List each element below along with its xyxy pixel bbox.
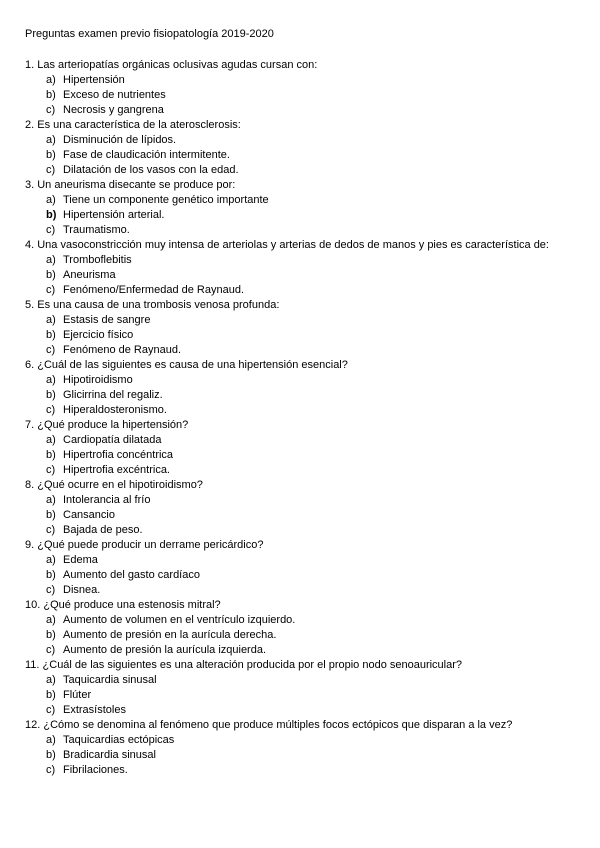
answer-letter: b)	[46, 149, 56, 161]
question-list	[25, 58, 585, 778]
answer-text: Fibrilaciones.	[63, 764, 128, 776]
question-11: 11. ¿Cuál de las siguientes es una alteración producida por el propio nodo senoauricular?	[25, 659, 463, 671]
question-2-answer-c	[25, 163, 585, 178]
answer-text: Bajada de peso.	[63, 524, 143, 536]
answer-letter: b)	[46, 89, 56, 101]
question-10-answer-c	[25, 643, 585, 658]
question-11-answer-a	[25, 673, 585, 688]
question-3: 3. Un aneurisma disecante se produce por:	[25, 179, 236, 191]
answer-letter: c)	[46, 704, 56, 716]
answer-letter: b)	[46, 749, 56, 761]
answer-letter: c)	[46, 524, 56, 536]
question-11-answer-b	[25, 688, 585, 703]
answer-text: Fase de claudicación intermitente.	[63, 149, 230, 161]
answer-letter: b)	[46, 689, 56, 701]
answer-text: Hipertrofia excéntrica.	[63, 464, 170, 476]
question-12-answer-b	[25, 748, 585, 763]
question-2-answer-a	[25, 133, 585, 148]
answer-text: Hiperaldosteronismo.	[63, 404, 167, 416]
question-7-answer-a	[25, 433, 585, 448]
question-6-answer-a	[25, 373, 585, 388]
question-5-answer-b	[25, 328, 585, 343]
answer-letter: c)	[46, 104, 56, 116]
question-8-answer-c	[25, 523, 585, 538]
answer-letter: b)	[46, 209, 57, 221]
question-1: 1. Las arteriopatías orgánicas oclusivas agudas cursan con:	[25, 59, 318, 71]
answer-text: Aumento de volumen en el ventrículo izquierdo.	[63, 614, 296, 626]
answer-text: Aneurisma	[63, 269, 116, 281]
question-5: 5. Es una causa de una trombosis venosa profunda:	[25, 299, 280, 311]
answer-text: Hipotiroidismo	[63, 374, 133, 386]
answer-text: Aumento de presión en la aurícula derecha.	[63, 629, 277, 641]
question-5-answer-a	[25, 313, 585, 328]
question-7-answer-c	[25, 463, 585, 478]
answer-text: Aumento de presión la aurícula izquierda.	[63, 644, 267, 656]
answer-letter: b)	[46, 329, 56, 341]
answer-letter: b)	[46, 449, 56, 461]
question-9-answer-a	[25, 553, 585, 568]
question-9-answer-c	[25, 583, 585, 598]
answer-text: Fenómeno de Raynaud.	[63, 344, 182, 356]
answer-letter: a)	[46, 134, 56, 146]
answer-letter: c)	[46, 464, 56, 476]
question-9-answer-b	[25, 568, 585, 583]
answer-text: Estasis de sangre	[63, 314, 151, 326]
answer-letter: b)	[46, 269, 56, 281]
question-1-answer-a	[25, 73, 585, 88]
question-8-answer-b	[25, 508, 585, 523]
question-9: 9. ¿Qué puede producir un derrame pericárdico?	[25, 539, 264, 551]
answer-letter: a)	[46, 734, 56, 746]
question-11-answer-c	[25, 703, 585, 718]
question-10-answer-a	[25, 613, 585, 628]
question-4: 4. Una vasoconstricción muy intensa de arteriolas y arterias de dedos de manos y pies es característica de:	[25, 239, 549, 251]
answer-letter: a)	[46, 554, 56, 566]
question-4-answer-c	[25, 283, 585, 298]
answer-letter: a)	[46, 674, 56, 686]
answer-text: Hipertrofia concéntrica	[63, 449, 174, 461]
answer-letter: b)	[46, 389, 56, 401]
answer-letter: b)	[46, 569, 56, 581]
question-6-answer-c	[25, 403, 585, 418]
answer-letter: c)	[46, 584, 56, 596]
question-12: 12. ¿Cómo se denomina al fenómeno que produce múltiples focos ectópicos que disparan a la vez?	[25, 719, 513, 731]
question-10: 10. ¿Qué produce una estenosis mitral?	[25, 599, 221, 611]
answer-text: Ejercicio físico	[63, 329, 134, 341]
answer-text: Disminución de lípidos.	[63, 134, 177, 146]
answer-text: Flúter	[63, 689, 92, 701]
question-1-answer-b	[25, 88, 585, 103]
question-3-answer-a	[25, 193, 585, 208]
question-8-answer-a	[25, 493, 585, 508]
answer-text: Cardiopatía dilatada	[63, 434, 162, 446]
answer-text: Hipertensión	[63, 74, 125, 86]
answer-text: Fenómeno/Enfermedad de Raynaud.	[63, 284, 245, 296]
answer-letter: a)	[46, 74, 56, 86]
answer-letter: b)	[46, 509, 56, 521]
answer-text: Dilatación de los vasos con la edad.	[63, 164, 239, 176]
question-5-answer-c	[25, 343, 585, 358]
answer-text: Hipertensión arterial.	[63, 209, 165, 221]
answer-letter: c)	[46, 644, 56, 656]
answer-text: Cansancio	[63, 509, 115, 521]
answer-text: Edema	[63, 554, 98, 566]
answer-text: Tiene un componente genético importante	[63, 194, 269, 206]
question-6-answer-b	[25, 388, 585, 403]
answer-letter: c)	[46, 164, 56, 176]
question-7: 7. ¿Qué produce la hipertensión?	[25, 419, 189, 431]
answer-letter: c)	[46, 404, 56, 416]
answer-text: Necrosis y gangrena	[63, 104, 164, 116]
answer-letter: a)	[46, 194, 56, 206]
answer-letter: a)	[46, 614, 56, 626]
answer-text: Taquicardias ectópicas	[63, 734, 175, 746]
answer-letter: b)	[46, 629, 56, 641]
answer-text: Exceso de nutrientes	[63, 89, 166, 101]
document-title: Preguntas examen previo fisiopatología 2019-2020	[25, 28, 274, 40]
answer-letter: a)	[46, 434, 56, 446]
answer-letter: a)	[46, 314, 56, 326]
answer-text: Glicirrina del regaliz.	[63, 389, 163, 401]
question-4-answer-a	[25, 253, 585, 268]
question-2: 2. Es una característica de la aterosclerosis:	[25, 119, 241, 131]
question-1-answer-c	[25, 103, 585, 118]
question-7-answer-b	[25, 448, 585, 463]
answer-letter: c)	[46, 224, 56, 236]
answer-letter: c)	[46, 764, 56, 776]
question-10-answer-b	[25, 628, 585, 643]
question-8: 8. ¿Qué ocurre en el hipotiroidismo?	[25, 479, 203, 491]
answer-text: Tromboflebitis	[63, 254, 132, 266]
answer-text: Aumento del gasto cardíaco	[63, 569, 200, 581]
answer-text: Extrasístoles	[63, 704, 126, 716]
answer-text: Disnea.	[63, 584, 101, 596]
answer-letter: c)	[46, 284, 56, 296]
answer-letter: a)	[46, 374, 56, 386]
answer-letter: a)	[46, 254, 56, 266]
question-6: 6. ¿Cuál de las siguientes es causa de una hipertensión esencial?	[25, 359, 348, 371]
question-12-answer-c	[25, 763, 585, 778]
question-12-answer-a	[25, 733, 585, 748]
question-3-answer-c	[25, 223, 585, 238]
answer-letter: c)	[46, 344, 56, 356]
question-2-answer-b	[25, 148, 585, 163]
answer-text: Traumatismo.	[63, 224, 130, 236]
question-4-answer-b	[25, 268, 585, 283]
answer-letter: a)	[46, 494, 56, 506]
question-3-answer-b	[25, 208, 585, 223]
answer-text: Bradicardia sinusal	[63, 749, 156, 761]
answer-text: Taquicardia sinusal	[63, 674, 157, 686]
answer-text: Intolerancia al frío	[63, 494, 151, 506]
